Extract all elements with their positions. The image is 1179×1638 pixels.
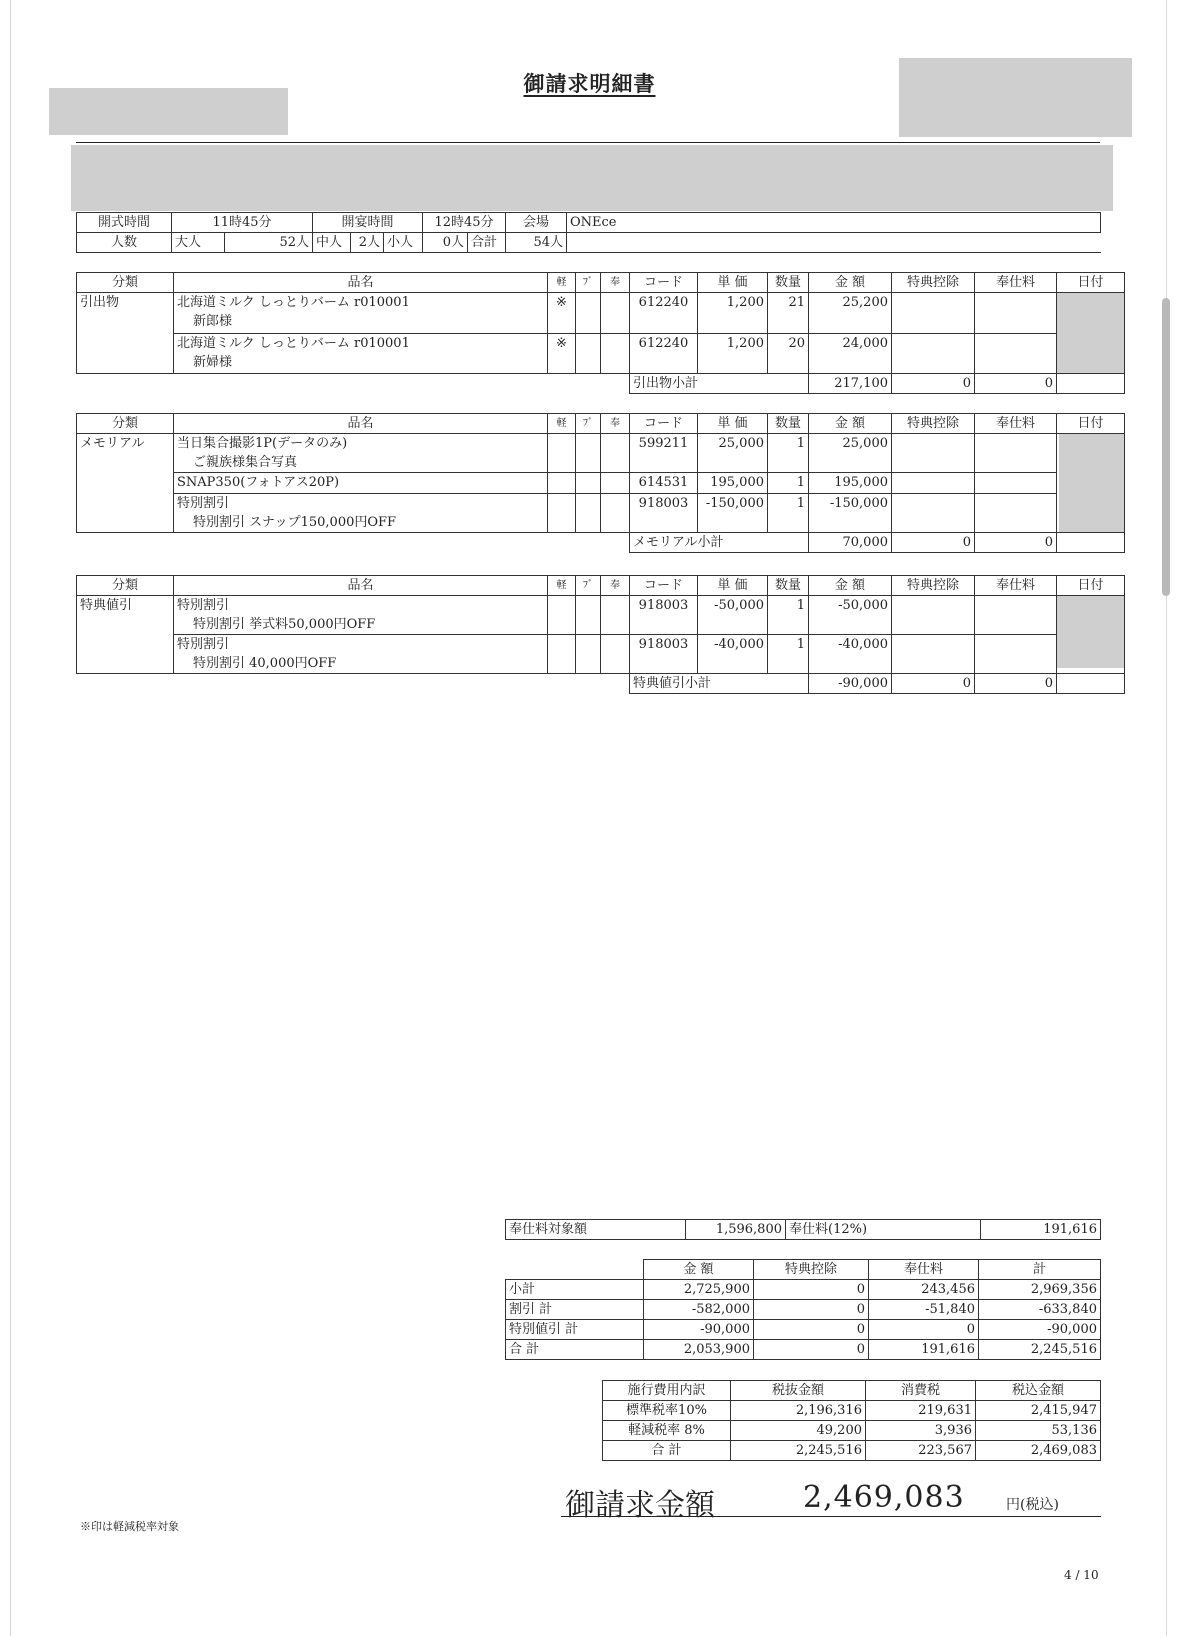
item-qty: 21 bbox=[768, 293, 809, 334]
header-qty: 数量 bbox=[768, 414, 809, 434]
redacted-block-right bbox=[899, 58, 1132, 137]
service-rate-label: 奉仕料(12%) bbox=[786, 1220, 981, 1240]
header-light: 軽 bbox=[548, 414, 576, 434]
table-row bbox=[77, 293, 1125, 334]
category-cell: 引出物 bbox=[77, 293, 174, 374]
redacted-banner bbox=[71, 145, 1113, 211]
subtotal-row bbox=[77, 374, 1125, 394]
header-unit-price: 単 価 bbox=[698, 414, 768, 434]
item-code: 918003 bbox=[630, 596, 698, 635]
header-hou: 奉 bbox=[601, 273, 630, 293]
table-row bbox=[77, 493, 1125, 532]
summary-cell: 0 bbox=[754, 1320, 869, 1340]
summary-row-label: 小計 bbox=[506, 1280, 644, 1300]
header-deduction: 特典控除 bbox=[892, 273, 975, 293]
item-price: -40,000 bbox=[698, 635, 768, 674]
adult-value: 52人 bbox=[225, 233, 313, 253]
item-amount: 195,000 bbox=[809, 473, 892, 493]
tax-cell: 2,415,947 bbox=[976, 1401, 1101, 1421]
tax-header-breakdown: 施行費用内訳 bbox=[603, 1381, 731, 1401]
service-rate-value: 191,616 bbox=[981, 1220, 1101, 1240]
event-info-table bbox=[76, 212, 1101, 253]
summary-cell: 243,456 bbox=[869, 1280, 979, 1300]
grand-total-unit: 円(税込) bbox=[1006, 1497, 1059, 1513]
adult-label: 大人 bbox=[172, 233, 225, 253]
header-amount: 金 額 bbox=[809, 273, 892, 293]
summary-row-label: 特別値引 計 bbox=[506, 1320, 644, 1340]
redacted-date bbox=[1059, 434, 1125, 532]
header-category: 分類 bbox=[77, 273, 174, 293]
light-tax-mark bbox=[548, 596, 576, 635]
tax-cell: 219,631 bbox=[866, 1401, 976, 1421]
header-qty: 数量 bbox=[768, 576, 809, 596]
item-name: 特別割引 特別割引 スナップ150,000円OFF bbox=[174, 493, 548, 532]
item-name: 当日集合撮影1P(データのみ) ご親族様集合写真 bbox=[174, 434, 548, 473]
summary-row-label: 割引 計 bbox=[506, 1300, 644, 1320]
subtotal-deduction: 0 bbox=[892, 374, 975, 394]
item-code: 612240 bbox=[630, 293, 698, 334]
header-ryo: ﾌﾞ bbox=[576, 414, 601, 434]
subtotal-service: 0 bbox=[975, 374, 1057, 394]
item-qty: 1 bbox=[768, 473, 809, 493]
summary-cell: 2,725,900 bbox=[644, 1280, 754, 1300]
header-ryo: ﾌﾞ bbox=[576, 273, 601, 293]
light-tax-mark bbox=[548, 493, 576, 532]
summary-cell: -90,000 bbox=[644, 1320, 754, 1340]
tax-table bbox=[602, 1380, 1101, 1461]
header-date: 日付 bbox=[1057, 273, 1125, 293]
table-row bbox=[506, 1340, 1101, 1360]
tax-cell: 3,936 bbox=[866, 1421, 976, 1441]
subtotal-amount: -90,000 bbox=[809, 674, 892, 694]
item-code: 612240 bbox=[630, 333, 698, 374]
header-amount: 金 額 bbox=[809, 576, 892, 596]
header-unit-price: 単 価 bbox=[698, 273, 768, 293]
redacted-date bbox=[1057, 596, 1125, 668]
summary-cell: -90,000 bbox=[979, 1320, 1101, 1340]
tax-header-incl-tax: 税込金額 bbox=[976, 1381, 1101, 1401]
header-hou: 奉 bbox=[601, 576, 630, 596]
summary-cell: -51,840 bbox=[869, 1300, 979, 1320]
item-price: -150,000 bbox=[698, 493, 768, 532]
header-code: コード bbox=[630, 414, 698, 434]
subtotal-label: 特典値引小計 bbox=[630, 674, 809, 694]
header-service: 奉仕料 bbox=[975, 414, 1057, 434]
header-deduction: 特典控除 bbox=[892, 414, 975, 434]
redacted-date bbox=[1057, 293, 1125, 373]
item-code: 599211 bbox=[630, 434, 698, 473]
summary-cell: 0 bbox=[754, 1280, 869, 1300]
grand-total bbox=[561, 1480, 1101, 1523]
item-amount: -150,000 bbox=[809, 493, 892, 532]
tax-row-label: 標準税率10% bbox=[603, 1401, 731, 1421]
tax-row-label: 合 計 bbox=[603, 1441, 731, 1461]
summary-cell: 0 bbox=[754, 1300, 869, 1320]
header-code: コード bbox=[630, 576, 698, 596]
item-price: -50,000 bbox=[698, 596, 768, 635]
table-row bbox=[77, 473, 1125, 493]
summary-cell: 0 bbox=[754, 1340, 869, 1360]
item-qty: 1 bbox=[768, 434, 809, 473]
table-row bbox=[77, 635, 1125, 674]
item-name: 特別割引 特別割引 挙式料50,000円OFF bbox=[174, 596, 548, 635]
subtotal-amount: 70,000 bbox=[809, 533, 892, 553]
start-label: 開式時間 bbox=[77, 213, 172, 233]
item-qty: 1 bbox=[768, 635, 809, 674]
summary-table bbox=[505, 1259, 1101, 1360]
header-service: 奉仕料 bbox=[975, 576, 1057, 596]
summary-cell: -582,000 bbox=[644, 1300, 754, 1320]
tax-row-label: 軽減税率 8% bbox=[603, 1421, 731, 1441]
item-name: SNAP350(フォトアス20P) bbox=[174, 473, 548, 493]
service-base-label: 奉仕料対象額 bbox=[506, 1220, 686, 1240]
summary-cell: 2,969,356 bbox=[979, 1280, 1101, 1300]
header-category: 分類 bbox=[77, 576, 174, 596]
section-table-3 bbox=[76, 575, 1125, 694]
middle-label: 中人 bbox=[313, 233, 351, 253]
tax-cell: 223,567 bbox=[866, 1441, 976, 1461]
summary-header-amount: 金 額 bbox=[644, 1260, 754, 1280]
service-base-table bbox=[505, 1219, 1101, 1240]
header-deduction: 特典控除 bbox=[892, 576, 975, 596]
subtotal-label: メモリアル小計 bbox=[630, 533, 809, 553]
item-price: 25,000 bbox=[698, 434, 768, 473]
table-row bbox=[603, 1441, 1101, 1461]
redacted-block-left bbox=[49, 88, 288, 135]
item-amount: -40,000 bbox=[809, 635, 892, 674]
item-code: 614531 bbox=[630, 473, 698, 493]
document-title: 御請求明細書 bbox=[523, 71, 656, 96]
subtotal-amount: 217,100 bbox=[809, 374, 892, 394]
section-table-1 bbox=[76, 272, 1125, 394]
subtotal-row bbox=[77, 533, 1125, 553]
subtotal-service: 0 bbox=[975, 674, 1057, 694]
venue-value: ONEce bbox=[567, 213, 1101, 233]
table-row bbox=[603, 1401, 1101, 1421]
item-price: 1,200 bbox=[698, 293, 768, 334]
summary-cell: 2,245,516 bbox=[979, 1340, 1101, 1360]
item-price: 1,200 bbox=[698, 333, 768, 374]
section-table-2 bbox=[76, 413, 1125, 553]
header-date: 日付 bbox=[1057, 576, 1125, 596]
light-tax-mark: ※ bbox=[548, 293, 576, 334]
summary-header-total: 計 bbox=[979, 1260, 1101, 1280]
item-price: 195,000 bbox=[698, 473, 768, 493]
header-code: コード bbox=[630, 273, 698, 293]
item-amount: 24,000 bbox=[809, 333, 892, 374]
header-amount: 金 額 bbox=[809, 414, 892, 434]
item-qty: 20 bbox=[768, 333, 809, 374]
reception-label: 開宴時間 bbox=[313, 213, 423, 233]
header-category: 分類 bbox=[77, 414, 174, 434]
child-label: 小人 bbox=[384, 233, 423, 253]
tax-header-tax: 消費税 bbox=[866, 1381, 976, 1401]
people-label: 人数 bbox=[77, 233, 172, 253]
tax-cell: 2,196,316 bbox=[731, 1401, 866, 1421]
item-amount: -50,000 bbox=[809, 596, 892, 635]
total-people-value: 54人 bbox=[506, 233, 567, 253]
header-item: 品名 bbox=[174, 576, 548, 596]
light-tax-note: ※印は軽減税率対象 bbox=[80, 1520, 179, 1533]
summary-cell: 2,053,900 bbox=[644, 1340, 754, 1360]
summary-header-deduction: 特典控除 bbox=[754, 1260, 869, 1280]
header-date: 日付 bbox=[1057, 414, 1125, 434]
table-row bbox=[77, 434, 1125, 473]
reception-value: 12時45分 bbox=[423, 213, 506, 233]
header-item: 品名 bbox=[174, 273, 548, 293]
start-value: 11時45分 bbox=[172, 213, 313, 233]
light-tax-mark bbox=[548, 635, 576, 674]
table-row bbox=[506, 1280, 1101, 1300]
tax-cell: 2,469,083 bbox=[976, 1441, 1101, 1461]
grand-total-label: 御請求金額 bbox=[565, 1488, 715, 1523]
subtotal-row bbox=[77, 674, 1125, 694]
item-name: 特別割引 特別割引 40,000円OFF bbox=[174, 635, 548, 674]
header-light: 軽 bbox=[548, 576, 576, 596]
item-code: 918003 bbox=[630, 493, 698, 532]
tax-header-pre-tax: 税抜金額 bbox=[731, 1381, 866, 1401]
light-tax-mark: ※ bbox=[548, 333, 576, 374]
category-cell: メモリアル bbox=[77, 434, 174, 533]
subtotal-label: 引出物小計 bbox=[630, 374, 809, 394]
tax-cell: 53,136 bbox=[976, 1421, 1101, 1441]
summary-header-service: 奉仕料 bbox=[869, 1260, 979, 1280]
summary-cell: 191,616 bbox=[869, 1340, 979, 1360]
summary-row-label: 合 計 bbox=[506, 1340, 644, 1360]
item-qty: 1 bbox=[768, 493, 809, 532]
grand-total-value: 2,469,083 bbox=[803, 1480, 965, 1515]
header-unit-price: 単 価 bbox=[698, 576, 768, 596]
total-people-label: 合計 bbox=[468, 233, 506, 253]
summary-cell: 0 bbox=[869, 1320, 979, 1340]
header-service: 奉仕料 bbox=[975, 273, 1057, 293]
scrollbar[interactable] bbox=[1162, 298, 1170, 596]
table-row bbox=[77, 333, 1125, 374]
header-item: 品名 bbox=[174, 414, 548, 434]
item-qty: 1 bbox=[768, 596, 809, 635]
subtotal-service: 0 bbox=[975, 533, 1057, 553]
service-base-value: 1,596,800 bbox=[686, 1220, 786, 1240]
item-name: 北海道ミルク しっとりバーム r010001 新婦様 bbox=[174, 333, 548, 374]
item-code: 918003 bbox=[630, 635, 698, 674]
item-name: 北海道ミルク しっとりバーム r010001 新郎様 bbox=[174, 293, 548, 334]
table-row bbox=[603, 1421, 1101, 1441]
light-tax-mark bbox=[548, 473, 576, 493]
table-row bbox=[77, 596, 1125, 635]
tax-cell: 49,200 bbox=[731, 1421, 866, 1441]
page-number: 4 / 10 bbox=[1064, 1568, 1099, 1582]
header-hou: 奉 bbox=[601, 414, 630, 434]
table-row bbox=[506, 1320, 1101, 1340]
header-light: 軽 bbox=[548, 273, 576, 293]
table-row bbox=[506, 1300, 1101, 1320]
subtotal-deduction: 0 bbox=[892, 674, 975, 694]
item-amount: 25,200 bbox=[809, 293, 892, 334]
light-tax-mark bbox=[548, 434, 576, 473]
summary-cell: -633,840 bbox=[979, 1300, 1101, 1320]
child-value: 0人 bbox=[423, 233, 468, 253]
middle-value: 2人 bbox=[351, 233, 384, 253]
header-qty: 数量 bbox=[768, 273, 809, 293]
item-amount: 25,000 bbox=[809, 434, 892, 473]
category-cell: 特典値引 bbox=[77, 596, 174, 674]
subtotal-deduction: 0 bbox=[892, 533, 975, 553]
tax-cell: 2,245,516 bbox=[731, 1441, 866, 1461]
header-rule bbox=[76, 142, 1100, 143]
header-ryo: ﾌﾞ bbox=[576, 576, 601, 596]
venue-label: 会場 bbox=[506, 213, 567, 233]
